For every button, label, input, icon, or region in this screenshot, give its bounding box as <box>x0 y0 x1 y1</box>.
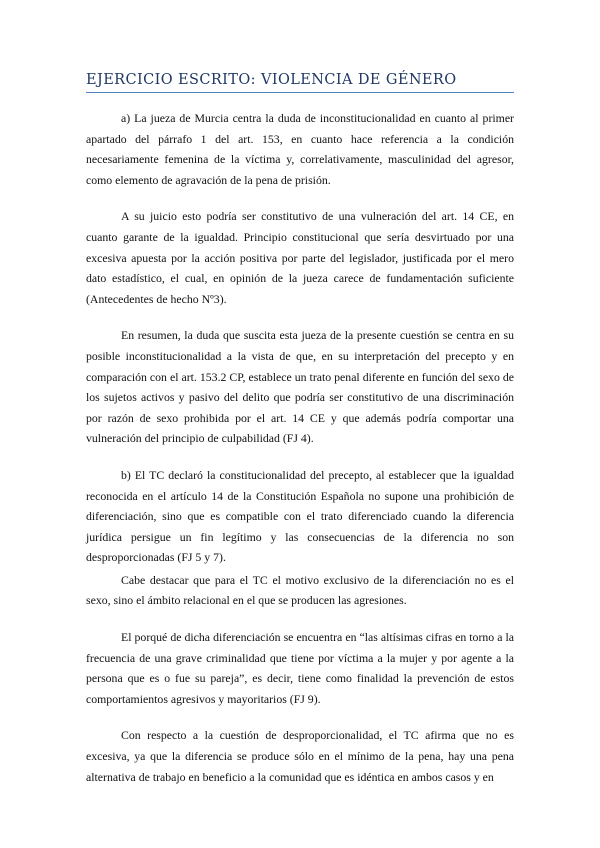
paragraph: El porqué de dicha diferenciación se encuentra en “las altísimas cifras en torno a la frecuencia de una grave criminalidad que tiene por víctima a la mujer y por agente a la persona que es o fue su pareja”, es decir, tiene como finalidad la prevención de estos comportamientos agresivos y mayoritarios (FJ 9). <box>86 630 514 706</box>
paragraph: A su juicio esto podría ser constitutivo de una vulneración del art. 14 CE, en cuanto garante de la igualdad. Principio constitucional que sería desvirtuado por una excesiva apuesta por la acción positiva por parte del legislador, justificada por el mero dato estadístico, el cual, en opinión de la jueza carece de fundamentación suficiente (Antecedentes de hecho Nº3). <box>86 209 514 306</box>
paragraph: En resumen, la duda que suscita esta jueza de la presente cuestión se centra en su posible inconstitucionalidad a la vista de que, en su interpretación del precepto y en comparación con el art. 153.2 CP, establece un trato penal diferente en función del sexo de los sujetos activos y pasivo del delito que podría ser constitutivo de una discriminación por razón de sexo prohibida por el art. 14 CE y que además podría comportar una vulneración del principio de culpabilidad (FJ 4). <box>86 328 514 446</box>
paragraph: a) La jueza de Murcia centra la duda de inconstitucionalidad en cuanto al primer apartado del párrafo 1 del art. 153, en cuanto hace referencia a la condición necesariamente femenina de la víctima y, correlativamente, masculinidad del agresor, como elemento de agravación de la pena de prisión. <box>86 111 514 187</box>
paragraph: b) El TC declaró la constitucionalidad del precepto, al establecer que la igualdad reconocida en el artículo 14 de la Constitución Española no supone una prohibición de diferenciación, sino que es compatible con el trato diferenciado cuando la diferencia jurídica persigue un fin legítimo y las consecuencias de la diferencia no son desproporcionadas (FJ 5 y 7). <box>86 467 514 565</box>
page-title: EJERCICIO ESCRITO: VIOLENCIA DE GÉNERO <box>86 72 514 93</box>
document-body <box>86 108 514 803</box>
paragraph: Cabe destacar que para el TC el motivo exclusivo de la diferenciación no es el sexo, sino el ámbito relacional en el que se producen las agresiones. <box>86 572 514 608</box>
paragraph: Con respecto a la cuestión de desproporcionalidad, el TC afirma que no es excesiva, ya que la diferencia se produce sólo en el mínimo de la pena, hay una pena alternativa de trabajo en beneficio a la comunidad que es idéntica en ambos casos y en <box>86 728 514 784</box>
